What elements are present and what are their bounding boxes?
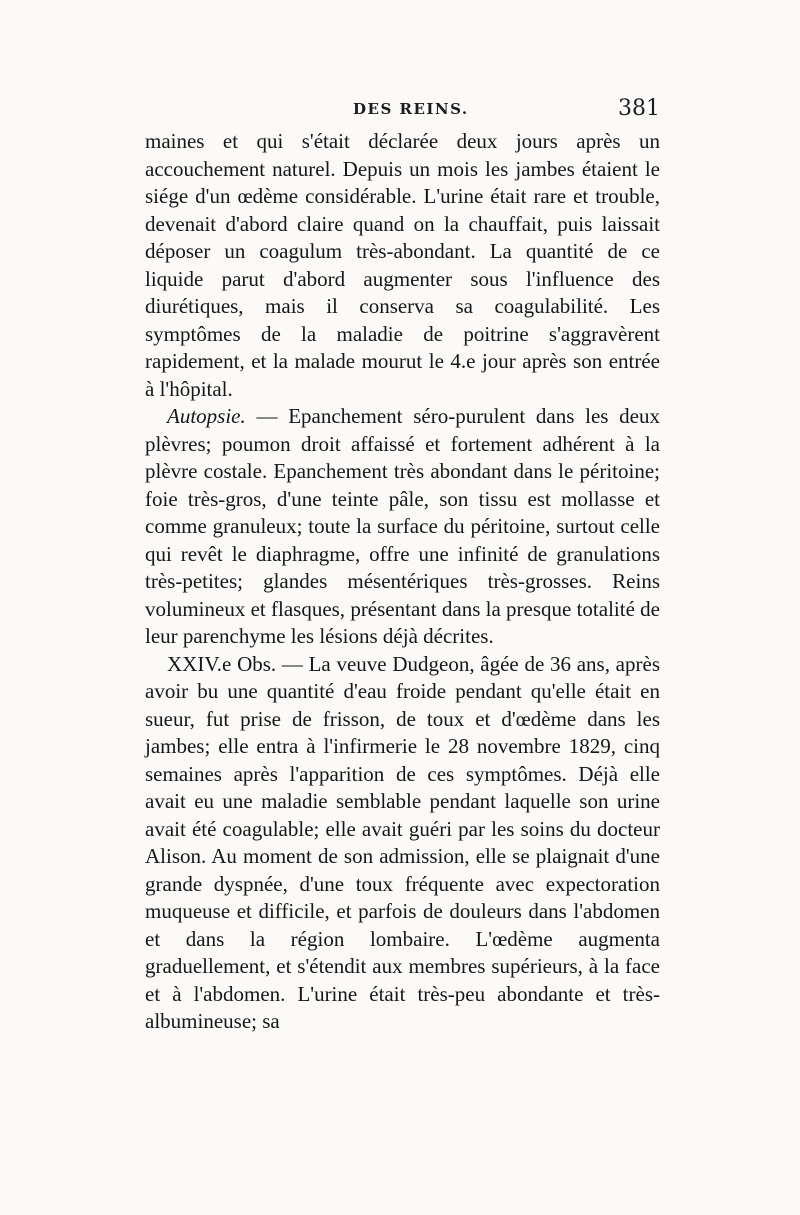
paragraph-autopsie	[145, 403, 660, 651]
paragraph-autopsie-text: — Epanchement séro-purulent dans les deux plèvres; poumon droit affaissé et fortement adhérent à la plèvre costale. Epanchement très abondant dans le péritoine; foie très-gros, d'une teinte pâle, son tissu est mollasse et comme granuleux; toute la surface du péritoine, surtout celle qui revêt le diaphragme, offre une infinité de granulations très-petites; glandes mésentériques très-grosses. Reins volumineux et flasques, présentant dans la presque totalité de leur parenchyme les lésions déjà décrites.	[145, 404, 660, 648]
observation-label: XXIV.e Obs.	[167, 651, 277, 676]
autopsie-label: Autopsie.	[167, 404, 246, 428]
paragraph-1-text: maines et qui s'était déclarée deux jours après un accouchement naturel. Depuis un mois les jambes étaient le siége d'un œdème considérable. L'urine était rare et trouble, devenait d'abord claire quand on la chauffait, puis laissait déposer un coagulum très-abondant. La quantité de ce liquide parut d'abord augmenter sous l'influence des diurétiques, mais il conserva sa coagulabilité. Les symptômes de la maladie de poitrine s'aggravèrent rapidement, et la malade mourut le 4.e jour après son entrée à l'hôpital.	[145, 129, 660, 401]
paragraph-observation	[145, 651, 660, 1036]
paragraph-observation-text: — La veuve Dudgeon, âgée de 36 ans, après avoir bu une quantité d'eau froide pendant qu'elle était en sueur, fut prise de frisson, de toux et d'œdème dans les jambes; elle entra à l'infirmerie le 28 novembre 1829, cinq semaines après l'apparition de ces symptômes. Déjà elle avait eu une maladie semblable pendant laquelle son urine avait été coagulable; elle avait guéri par les soins du docteur Alison. Au moment de son admission, elle se plaignait d'une grande dyspnée, d'une toux fréquente avec expectoration muqueuse et difficile, et parfois de douleurs dans l'abdomen et dans la région lombaire. L'œdème augmenta graduellement, et s'étendit aux membres supérieurs, à la face et à l'abdomen. L'urine était très-peu abondante et très-albumineuse; sa	[145, 651, 660, 1033]
page-number: 381	[618, 96, 660, 121]
page-header	[145, 96, 660, 126]
paragraph-1	[145, 128, 660, 403]
page-body	[145, 128, 660, 1036]
running-head: DES REINS.	[353, 100, 469, 118]
